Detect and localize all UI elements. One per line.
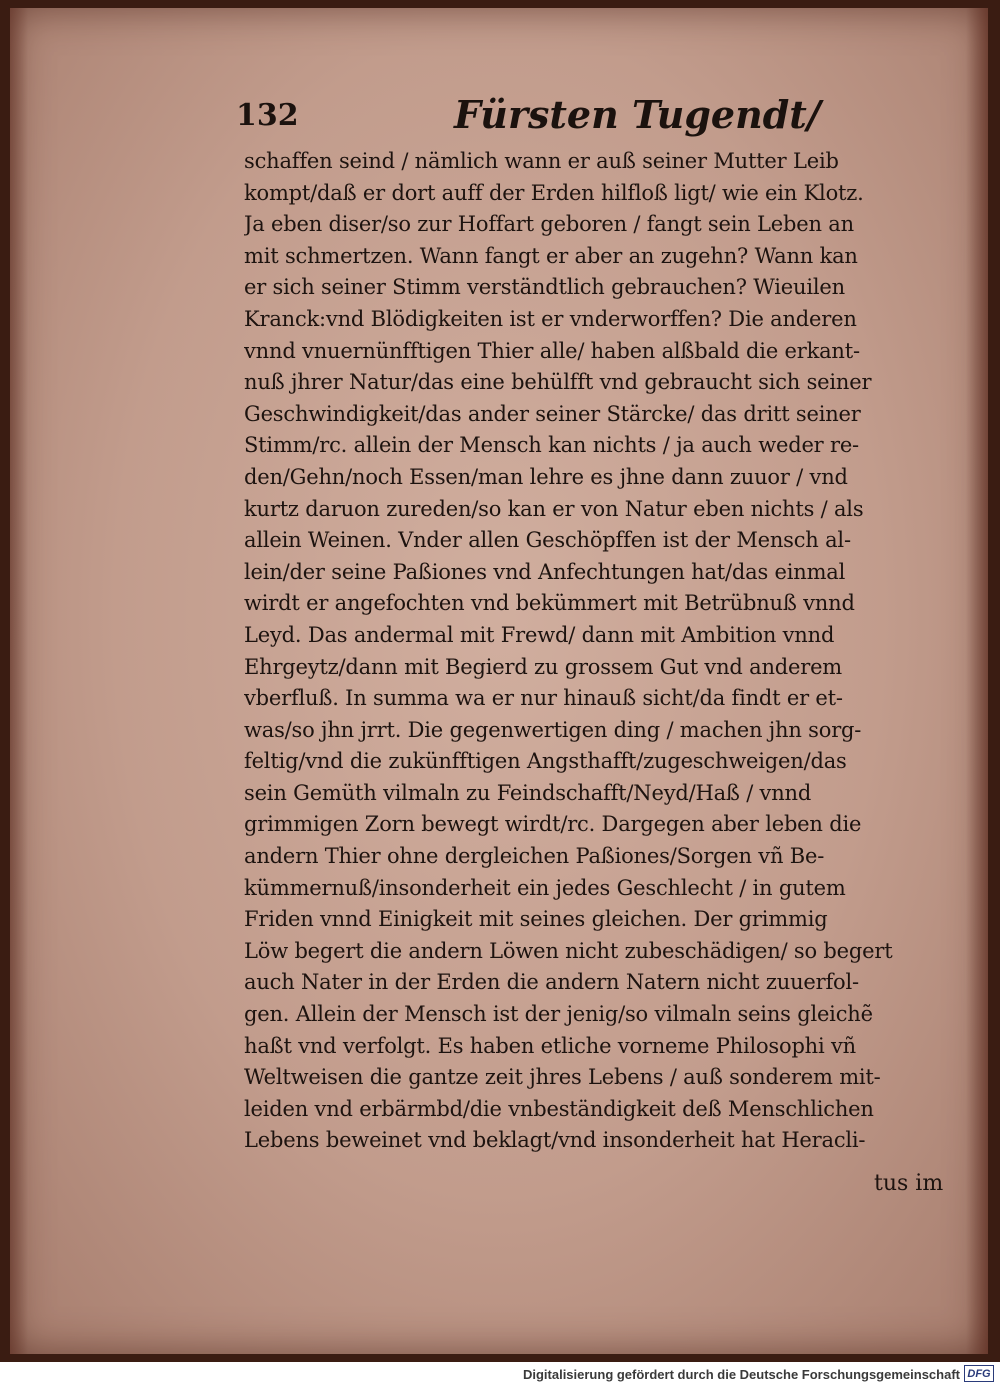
- text-line: feltig/vnd die zukünfftigen Angsthafft/zugeschweigen/das: [244, 749, 847, 774]
- text-line: Kranck:vnd Blödigkeiten ist er vnderworffen? Die anderen: [244, 306, 857, 331]
- text-line: andern Thier ohne dergleichen Paßiones/Sorgen vñ Be-: [244, 844, 825, 869]
- dfg-logo-icon: DFG: [964, 1365, 994, 1382]
- catchword: tus im: [874, 1171, 944, 1196]
- running-title: Fürsten Tugendt/: [454, 92, 821, 137]
- text-line: Löw begert die andern Löwen nicht zubeschädigen/ so begert: [244, 938, 893, 963]
- page-edge-left: [10, 8, 28, 1354]
- body-text: [244, 146, 934, 1157]
- text-line: sein Gemüth vilmaln zu Feindschafft/Neyd/Haß / vnnd: [244, 780, 812, 805]
- text-line: lein/der seine Paßiones vnd Anfechtungen hat/das einmal: [244, 559, 846, 584]
- text-line: wirdt er angefochten vnd bekümmert mit Betrübnuß vnnd: [244, 591, 855, 616]
- text-line: Geschwindigkeit/das ander seiner Stärcke/ das dritt seiner: [244, 401, 861, 426]
- text-line: Stimm/rc. allein der Mensch kan nichts / ja auch weder re-: [244, 433, 859, 458]
- text-line: den/Gehn/noch Essen/man lehre es jhne dann zuuor / vnd: [244, 464, 848, 489]
- text-line: haßt vnd verfolgt. Es haben etliche vorneme Philosophi vñ: [244, 1033, 856, 1058]
- text-line: Ja eben diser/so zur Hoffart geboren / fangt sein Leben an: [244, 212, 854, 237]
- text-line: leiden vnd erbärmbd/die vnbeständigkeit deß Menschlichen: [244, 1096, 874, 1121]
- text-line: schaffen seind / nämlich wann er auß seiner Mutter Leib: [244, 149, 839, 173]
- text-line: was/so jhn jrrt. Die gegenwertigen ding / machen jhn sorg-: [244, 717, 862, 742]
- text-line: grimmigen Zorn bewegt wirdt/rc. Dargegen aber leben die: [244, 812, 862, 837]
- text-line: kümmernuß/insonderheit ein jedes Geschlecht / in gutem: [244, 875, 846, 900]
- text-line: Ehrgeytz/dann mit Begierd zu grossem Gut vnd anderem: [244, 654, 843, 679]
- funding-footer: [0, 1362, 1000, 1387]
- text-line: Friden vnnd Einigkeit mit seines gleichen. Der grimmig: [244, 907, 828, 932]
- text-line: Weltweisen die gantze zeit jhres Lebens / auß sonderem mit-: [244, 1065, 881, 1090]
- text-line: gen. Allein der Mensch ist der jenig/so vilmaln seins gleichẽ: [244, 1002, 873, 1027]
- text-line: Leyd. Das andermal mit Frewd/ dann mit Ambition vnnd: [244, 622, 835, 647]
- text-line: er sich seiner Stimm verständtlich gebrauchen? Wieuilen: [244, 275, 845, 300]
- text-line: vnnd vnuernünfftigen Thier alle/ haben alßbald die erkant-: [244, 338, 860, 363]
- text-line: auch Nater in der Erden die andern Natern nicht zuuerfol-: [244, 970, 859, 995]
- text-line: Lebens beweinet vnd beklagt/vnd insonderheit hat Heracli-: [244, 1128, 866, 1153]
- text-line: kurtz daruon zureden/so kan er von Natur eben nichts / als: [244, 496, 864, 521]
- text-line: nuß jhrer Natur/das eine behülfft vnd gebraucht sich seiner: [244, 370, 872, 395]
- page-header: [236, 92, 821, 144]
- page-edge-right: [966, 8, 988, 1354]
- text-line: vberfluß. In summa wa er nur hinauß sicht/da findt er et-: [244, 686, 843, 711]
- page-number: 132: [236, 98, 299, 133]
- text-line: kompt/daß er dort auff der Erden hilfloß ligt/ wie ein Klotz.: [244, 180, 864, 205]
- text-line: mit schmertzen. Wann fangt er aber an zugehn? Wann kan: [244, 243, 858, 268]
- funding-notice: Digitalisierung gefördert durch die Deutsche Forschungsgemeinschaft: [522, 1367, 960, 1382]
- text-line: allein Weinen. Vnder allen Geschöpffen ist der Mensch al-: [244, 528, 851, 553]
